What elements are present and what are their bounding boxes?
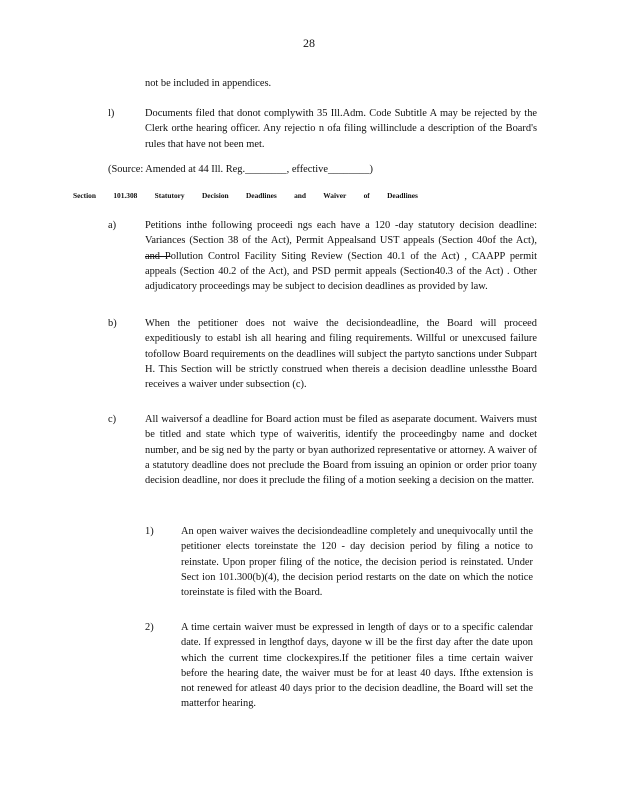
item-a-text-after: ollution Control Facility Siting Review (Section 40.1 of the Act) , CAAPP permit appeals (Section 40.2 of the Act), and PSD permit appeals (Section40.3 of the Act) . Other adjudicatory proceedings may be subject to decision deadlines as provided by law. bbox=[145, 250, 537, 293]
item-b-text: When the petitioner does not waive the decisiondeadline, the Board will proceed expeditiously to establ ish all hearing and filing requirements. Willful or unexcused failure tofollow Board requirements on the deadlines will subject the partyto sanctions under Subpart H. This Section will be strictly construed when thereis a decision deadline unlessthe Board receives a waiver under subsection (c). bbox=[145, 318, 537, 391]
item-a-struck-text: and P bbox=[145, 250, 171, 262]
item-c-label: c) bbox=[108, 414, 117, 425]
source-note: (Source: Amended at 44 Ill. Reg.________, effective________) bbox=[108, 164, 373, 175]
item-l-text: Documents filed that donot complywith 35 Ill.Adm. Code Subtitle A may be rejected by the Clerk orthe hearing officer. Any rejectio n ofa filing willinclude a description of the Board's rules that have not been met. bbox=[145, 108, 537, 150]
item-a-label: a) bbox=[108, 220, 117, 231]
intro-line: not be included in appendices. bbox=[145, 78, 272, 89]
section-number: 101.308 bbox=[113, 191, 138, 200]
item-c-text: All waiversof a deadline for Board action must be filed as aseparate document. Waivers must be titled and state which type of waiveritis, identify the proceedingby name and docket number, and be sig ned by the party or byan authorized representative or attorney. A waiver of a statutory deadline does not preclude the Board from issuing an opinion or order prior toany decision deadline, nor does it preclude the filing of a motion seeking a decision on the matter. bbox=[145, 414, 537, 487]
item-c2-text: A time certain waiver must be expressed in length of days or to a specific calendar date. If expressed in lengthof days, dayone w ill be the first day after the date upon which the current time clockexpires.If the petitioner files a time certain waiver before the hearing date, the waiver must be for at least 40 days. Ifthe extension is not renewed for atleast 40 days prior to the decision deadline, the Board will set the matterfor hearing. bbox=[181, 622, 533, 710]
section-title-word: Decision bbox=[201, 191, 229, 200]
item-c1-label: 1) bbox=[145, 526, 154, 537]
item-b-label: b) bbox=[108, 318, 117, 329]
section-word: Section bbox=[73, 191, 96, 200]
item-a-text-before: Petitions inthe following proceedi ngs each have a 120 -day statutory decision deadline: Variances (Section 38 of the Act), Permit Appealsand UST appeals (Section 40of the Act), bbox=[145, 220, 537, 247]
section-title-word: Statutory bbox=[154, 191, 185, 200]
section-title-word: Deadlines bbox=[387, 191, 418, 200]
item-a-text bbox=[145, 218, 537, 294]
item-c2-label: 2) bbox=[145, 622, 154, 633]
section-title-word: Deadlines bbox=[245, 191, 277, 200]
section-title-word: and bbox=[294, 191, 306, 200]
section-title-word: Waiver bbox=[323, 191, 347, 200]
section-title-word: of bbox=[363, 191, 370, 200]
section-heading bbox=[73, 191, 418, 200]
item-l-label: l) bbox=[108, 108, 115, 119]
page-number: 28 bbox=[303, 36, 315, 50]
item-c1-text: An open waiver waives the decisiondeadline completely and unequivocally until the petitioner elects toreinstate the 120 - day decision period by filing a notice to reinstate. Upon proper filing of the notice, the decision period is reinstated. Under Sect ion 101.300(b)(4), the decision period restarts on the date on which the notice toreinstate is filed with the Board. bbox=[181, 526, 533, 599]
